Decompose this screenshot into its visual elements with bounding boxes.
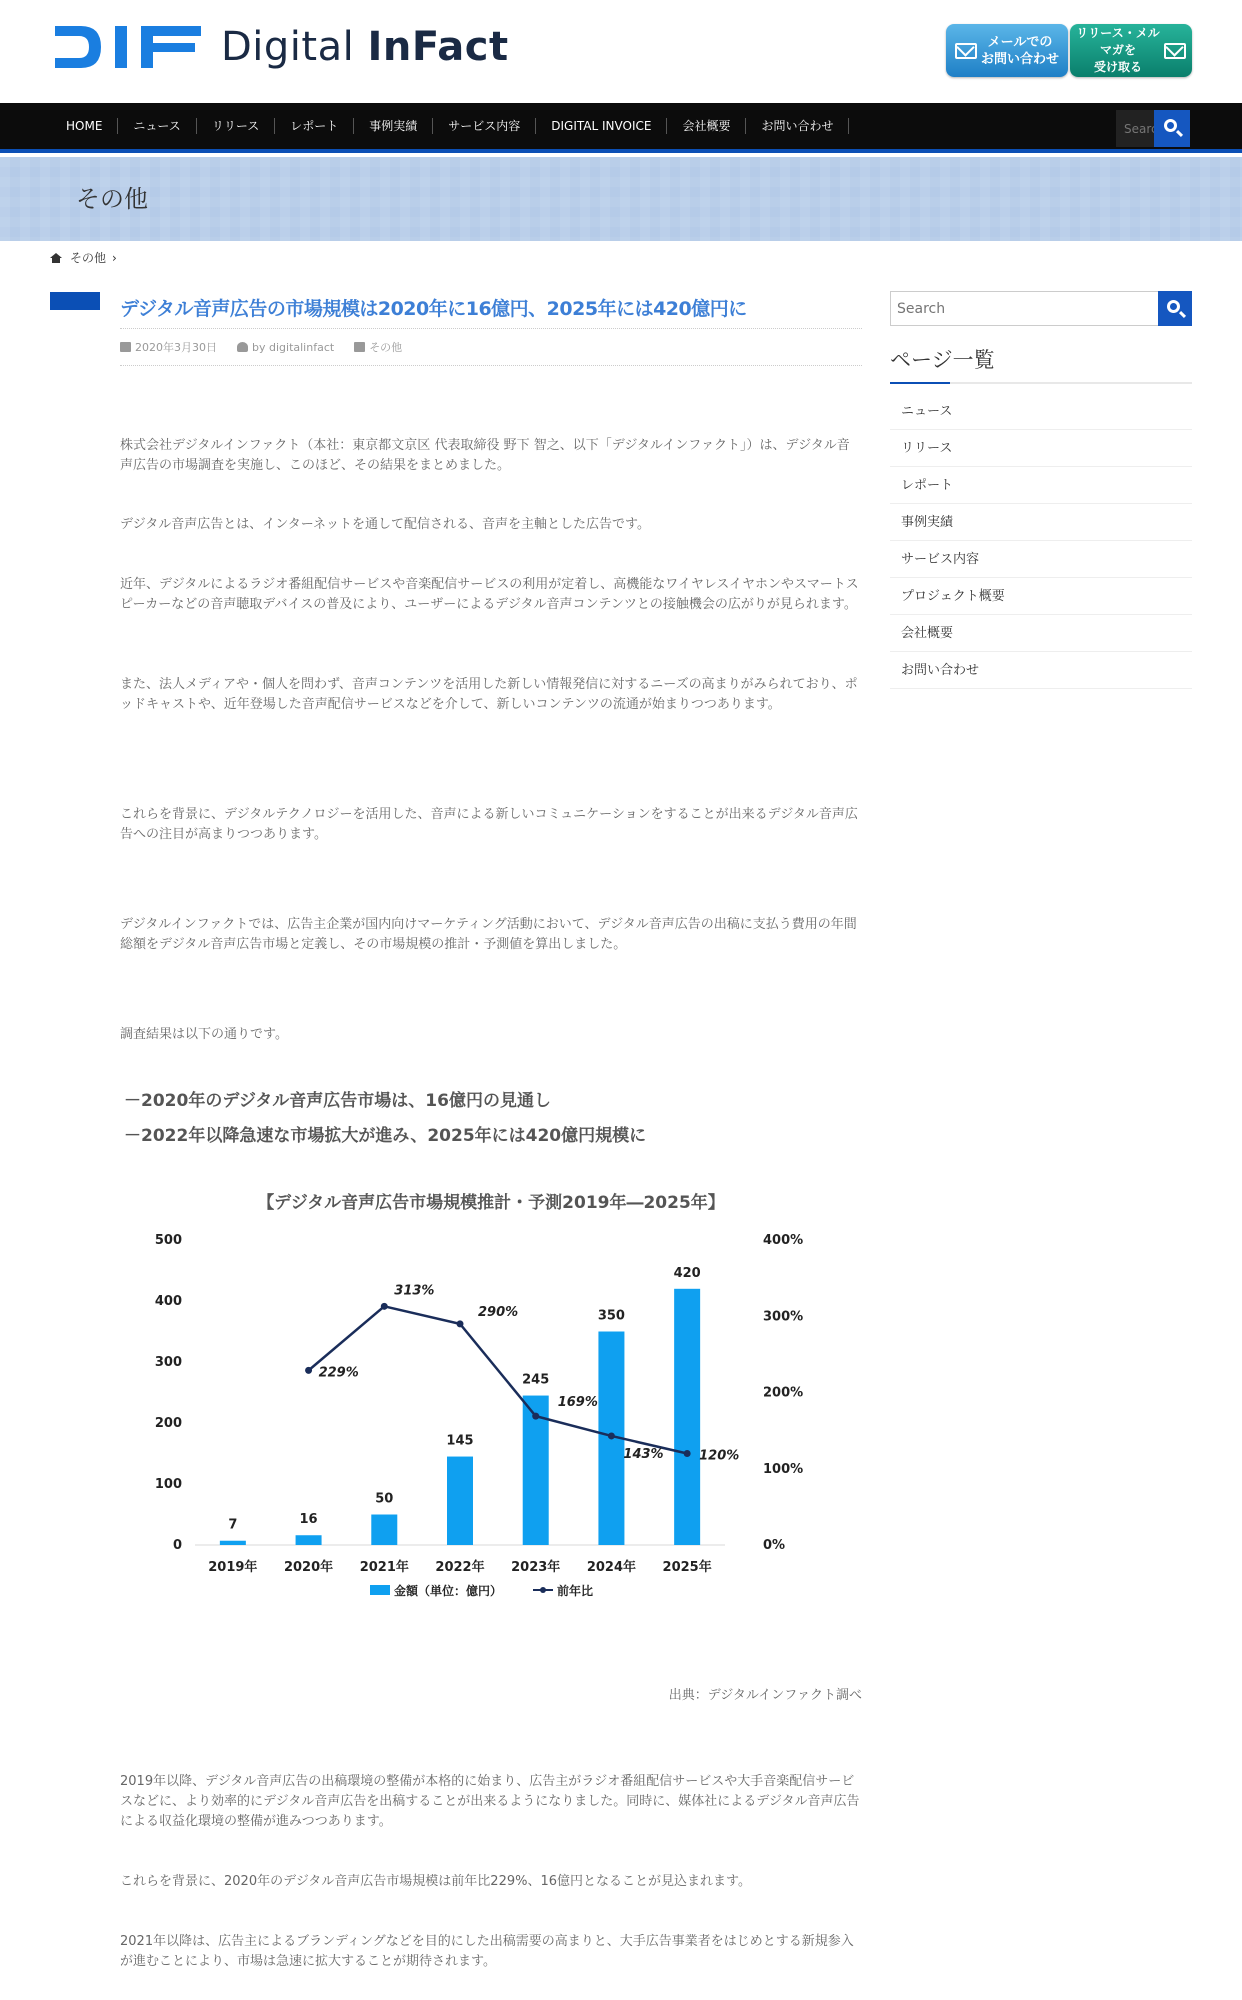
article-paragraph: 2021年以降は、広告主によるブランディングなどを目的にした出稿需要の高まりと、大手広告事業者をはじめとする新規参入が進むことにより、市場は急速に拡大することが期待されます。 xyxy=(120,1934,854,1969)
mail-button-label: メールでの お問い合わせ xyxy=(980,34,1059,67)
post-date: 2020年3月30日 xyxy=(120,339,227,355)
sidebar-search-button[interactable] xyxy=(1158,291,1192,326)
left-axis-tick-label: 100 xyxy=(154,1477,182,1492)
legend-line-marker xyxy=(540,1587,546,1593)
yoy-data-label: 313% xyxy=(394,1283,435,1299)
nav-item-services[interactable]: サービス内容 xyxy=(433,118,536,134)
right-axis-tick-label: 400% xyxy=(763,1233,804,1248)
calendar-icon xyxy=(120,342,131,352)
bar xyxy=(220,1541,246,1545)
legend-line-label: 前年比 xyxy=(557,1584,594,1598)
nav-item-news[interactable]: ニュース xyxy=(118,118,196,134)
post-author[interactable]: by digitalinfact xyxy=(237,341,344,354)
sidebar-page-list xyxy=(890,393,1192,689)
article-title[interactable]: デジタル音声広告の市場規模は2020年に16億円、2025年には420億円に xyxy=(120,298,747,320)
breadcrumb-current[interactable]: その他 xyxy=(70,251,107,265)
bar xyxy=(674,1289,700,1545)
left-axis-tick-label: 200 xyxy=(154,1416,182,1431)
sidebar-title-underline xyxy=(890,382,1192,384)
post-category[interactable]: その他 xyxy=(354,339,412,355)
bar xyxy=(371,1515,397,1546)
x-axis-tick-label: 2023年 xyxy=(511,1560,561,1575)
yoy-point xyxy=(457,1320,464,1327)
user-icon xyxy=(237,342,248,352)
nav-item-release[interactable]: リリース xyxy=(197,118,275,134)
bar-data-label: 50 xyxy=(375,1491,394,1507)
left-axis-tick-label: 400 xyxy=(154,1294,182,1309)
highlight-line: －2022年以降急速な市場拡大が進み、2025年には420億円規模に xyxy=(124,1126,647,1146)
x-axis-tick-label: 2024年 xyxy=(586,1560,637,1575)
article-paragraph: 近年、デジタルによるラジオ番組配信サービスや音楽配信サービスの利用が定着し、高機能なワイヤレスイヤホンやスマートスピーカーなどの音声聴取デバイスの普及により、ユーザーによるデジタル音声コンテンツとの接触機会の広がりが見られます。 xyxy=(120,577,859,612)
sidebar-item-cases[interactable]: 事例実績 xyxy=(890,504,1192,541)
search-icon xyxy=(1164,119,1177,132)
bar-data-label: 16 xyxy=(299,1512,318,1528)
yoy-point xyxy=(305,1367,312,1374)
yoy-point xyxy=(532,1413,539,1420)
yoy-data-label: 143% xyxy=(623,1446,664,1462)
article-paragraph: デジタル音声広告とは、インターネットを通して配信される、音声を主軸とした広告です。 xyxy=(120,517,651,532)
site-header xyxy=(0,0,1242,103)
article-paragraph: これらを背景に、デジタルテクノロジーを活用した、音声による新しいコミュニケーションをすることが出来るデジタル音声広告への注目が高まりつつあります。 xyxy=(120,807,858,842)
nav-item-home[interactable]: HOME xyxy=(52,118,118,134)
article-paragraph: 2019年以降、デジタル音声広告の出稿環境の整備が本格的に始まり、広告主がラジオ番組配信サービスや大手音楽配信サービスなどに、より効率的にデジタル音声広告を出稿することが出来るようになりました。同時に、媒体社によるデジタル音声広告による収益化環境の整備が進みつつあります。 xyxy=(120,1774,860,1829)
nav-item-digital-invoice[interactable]: DIGITAL INVOICE xyxy=(536,118,667,134)
right-axis-tick-label: 300% xyxy=(763,1309,804,1325)
right-axis-tick-label: 100% xyxy=(763,1461,804,1477)
x-axis-tick-label: 2022年 xyxy=(435,1560,485,1575)
market-size-chart xyxy=(140,1220,820,1620)
chart-title: 【デジタル音声広告市場規模推計・予測2019年―2025年】 xyxy=(257,1193,725,1213)
bar-data-label: 7 xyxy=(228,1517,238,1533)
highlight-line: －2020年のデジタル音声広告市場は、16億円の見通し xyxy=(124,1091,551,1111)
left-axis-tick-label: 0 xyxy=(172,1538,182,1553)
nav-search xyxy=(1116,110,1190,147)
nav-search-input[interactable] xyxy=(1116,110,1154,147)
left-axis-tick-label: 500 xyxy=(154,1233,182,1248)
mail-icon xyxy=(955,43,977,59)
sidebar-item-news[interactable]: ニュース xyxy=(890,393,1192,430)
main-nav xyxy=(0,103,1242,153)
home-icon[interactable] xyxy=(50,253,62,263)
yoy-point xyxy=(684,1450,691,1457)
legend-bar-label: 金額（単位：億円） xyxy=(394,1584,503,1598)
bar-data-label: 245 xyxy=(522,1372,550,1388)
sidebar-title: ページ一覧 xyxy=(890,348,995,372)
article-paragraph: デジタルインファクトでは、広告主企業が国内向けマーケティング活動において、デジタル音声広告の出稿に支払う費用の年間総額をデジタル音声広告市場と定義し、その市場規模の推計・予測値を算出しました。 xyxy=(120,917,857,952)
x-axis-tick-label: 2025年 xyxy=(662,1560,712,1575)
sidebar-search-input[interactable] xyxy=(890,291,1158,326)
page-title: その他 xyxy=(76,185,148,213)
sidebar-item-release[interactable]: リリース xyxy=(890,430,1192,467)
article-paragraph: 調査結果は以下の通りです。 xyxy=(120,1027,288,1042)
logo-text: Digital InFact xyxy=(221,24,509,70)
nav-item-report[interactable]: レポート xyxy=(275,118,354,134)
yoy-series-line xyxy=(309,1306,688,1453)
article-paragraph: また、法人メディアや・個人を問わず、音声コンテンツを活用した新しい情報発信に対するニーズの高まりがみられており、ポッドキャストや、近年登場した音声配信サービスなどを介して、新しいコンテンツの流通が始まりつつあります。 xyxy=(120,677,858,712)
mail-contact-button[interactable] xyxy=(946,24,1068,77)
search-icon xyxy=(1167,300,1180,313)
yoy-data-label: 120% xyxy=(699,1448,740,1464)
mail-icon xyxy=(1164,43,1186,59)
yoy-data-label: 169% xyxy=(557,1395,598,1411)
yoy-data-label: 290% xyxy=(478,1304,519,1320)
sidebar-item-services[interactable]: サービス内容 xyxy=(890,541,1192,578)
article-meta xyxy=(120,328,862,366)
newsletter-button-label: リリース・メルマガを 受け取る xyxy=(1076,26,1160,74)
sidebar-item-company[interactable]: 会社概要 xyxy=(890,615,1192,652)
nav-search-button[interactable] xyxy=(1154,110,1190,147)
left-axis-tick-label: 300 xyxy=(154,1355,182,1370)
x-axis-tick-label: 2021年 xyxy=(359,1560,409,1575)
sidebar-search xyxy=(890,291,1192,326)
right-axis-tick-label: 0% xyxy=(763,1538,786,1553)
nav-item-cases[interactable]: 事例実績 xyxy=(354,118,433,134)
folder-icon xyxy=(354,342,365,352)
bar-data-label: 350 xyxy=(597,1308,625,1324)
dif-logo-icon xyxy=(55,22,201,72)
yoy-point xyxy=(381,1303,388,1310)
post-flag xyxy=(50,292,100,310)
x-axis-tick-label: 2019年 xyxy=(208,1560,258,1575)
right-axis-tick-label: 200% xyxy=(763,1385,804,1401)
chart-source: 出典：デジタルインファクト調べ xyxy=(668,1688,862,1703)
nav-item-contact[interactable]: お問い合わせ xyxy=(746,118,849,134)
bar xyxy=(296,1535,322,1545)
bar-data-label: 420 xyxy=(673,1265,701,1281)
sidebar-item-contact[interactable]: お問い合わせ xyxy=(890,652,1192,689)
article-paragraph: これらを背景に、2020年のデジタル音声広告市場規模は前年比229%、16億円となることが見込まれます。 xyxy=(120,1874,751,1889)
breadcrumb xyxy=(50,249,117,266)
x-axis-tick-label: 2020年 xyxy=(283,1560,334,1575)
chevron-right-icon: › xyxy=(112,250,117,265)
yoy-data-label: 229% xyxy=(318,1365,359,1381)
nav-item-company[interactable]: 会社概要 xyxy=(667,118,746,134)
newsletter-button[interactable] xyxy=(1070,24,1192,77)
article-paragraph: 株式会社デジタルインファクト（本社：東京都文京区 代表取締役 野下 智之、以下「デジタルインファクト」）は、デジタル音声広告の市場調査を実施し、このほど、その結果をまとめました。 xyxy=(120,438,850,473)
site-logo[interactable] xyxy=(55,22,509,72)
page-title-band xyxy=(0,157,1242,241)
yoy-point xyxy=(608,1432,615,1439)
bar-data-label: 145 xyxy=(446,1433,474,1449)
sidebar-item-projects[interactable]: プロジェクト概要 xyxy=(890,578,1192,615)
bar xyxy=(447,1457,473,1545)
legend-bar-swatch xyxy=(370,1585,390,1595)
sidebar-item-report[interactable]: レポート xyxy=(890,467,1192,504)
